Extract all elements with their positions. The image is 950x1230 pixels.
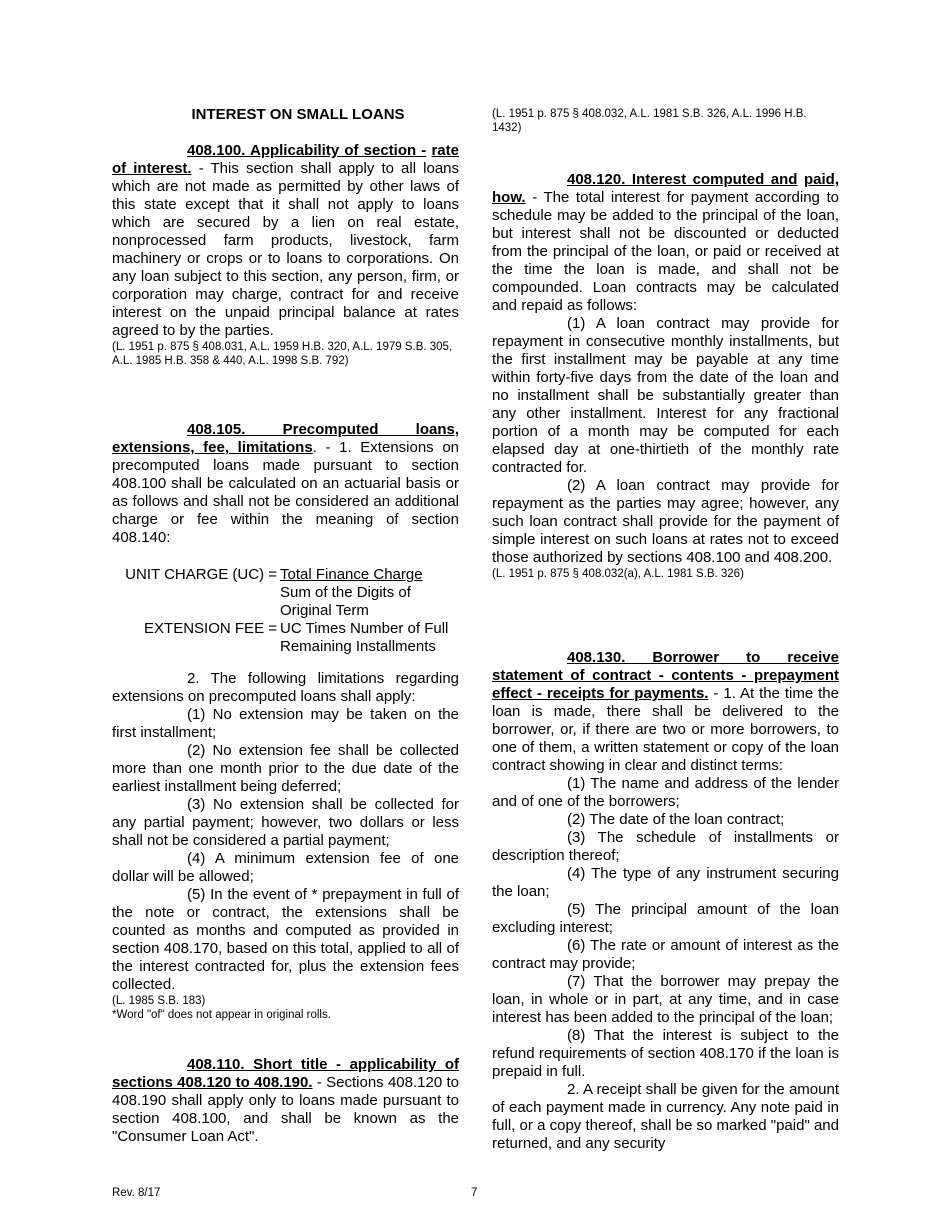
section-body: - 1. At the time the loan is made, there shall be delivered to the borrower, or, if there are two or more borrowers, to one of them, a written statement or copy of the loan contract showing in clear and distinct terms: [492,685,839,774]
section-heading: rate of interest. [112,142,459,177]
list-item: (5) The principal amount of the loan excluding interest; [492,901,839,936]
citation: (L. 1951 p. 875 § 408.032, A.L. 1981 S.B. 326, A.L. 1996 H.B. 1432) [492,108,807,134]
list-item: (8) That the interest is subject to the refund requirements of section 408.170 if the loan is prepaid in full. [492,1027,839,1080]
section-body: - The total interest for payment according to schedule may be added to the principal of the loan, but interest shall not be discounted or deducted from the principal of the loan, or paid or received at the time the loan is made, and shall not be compounded. Loan contracts may be calculated and repaid as follows: [492,189,839,314]
extension-fee-value: UC Times Number of Full [280,620,449,637]
list-item: (1) No extension may be taken on the first installment; [112,706,459,741]
revision-label: Rev. 8/17 [112,1187,161,1199]
list-item: (6) The rate or amount of interest as the contract may provide; [492,937,839,972]
section-heading: extensions, fee, limitations [112,439,313,456]
section-body: . - 1. Extensions on precomputed loans made pursuant to section 408.100 shall be calculated on an actuarial basis or as follows and shall not be considered an additional charge or fee within the meaning of section 408.140: [112,439,460,546]
list-item: (2) A loan contract may provide for repayment as the parties may agree; however, any such loan contract shall provide for the payment of simple interest on such loans at rates not to exceed those authorized by sections 408.100 and 408.200. [492,477,839,566]
unit-charge-denominator: Original Term [280,602,369,619]
list-item: (1) The name and address of the lender and of one of the borrowers; [492,775,839,810]
section-heading: statement of contract - contents - prepayment [492,667,839,684]
citation: (L. 1951 p. 875 § 408.032(a), A.L. 1981 S.B. 326) [492,568,744,580]
paragraph: 2. A receipt shall be given for the amount of each payment made in currency. Any note paid in full, or a copy thereof, shall be so marked "paid" and returned, and any security [492,1081,839,1152]
extension-fee-label: EXTENSION FEE = [144,620,277,637]
footnote: *Word "of" does not appear in original rolls. [112,1009,331,1021]
section-heading: sections 408.120 to 408.190. [112,1074,313,1091]
extension-formula [112,566,459,656]
section-408-130 [492,649,839,1153]
section-heading: 408.110. Short title - applicability of [187,1056,459,1073]
list-item: (5) In the event of * prepayment in full of the note or contract, the extensions shall be counted as months and computed as provided in section 408.170, based on this total, applied to all of the interest contracted for, plus the extension fees collected. [112,886,459,993]
citation: (L. 1951 p. 875 § 408.031, A.L. 1959 H.B. 320, A.L. 1979 S.B. 305, A.L. 1985 H.B. 358 & 440, A.L. 1998 S.B. 792) [112,341,453,367]
extension-fee-value: Remaining Installments [280,638,436,655]
page-number: 7 [471,1187,478,1199]
list-item: (4) A minimum extension fee of one dollar will be allowed; [112,850,459,885]
list-item: (4) The type of any instrument securing the loan; [492,865,839,900]
section-408-100 [112,142,459,368]
section-body: - This section shall apply to all loans which are not made as permitted by other laws of this state except that it shall not apply to loans which are secured by a lien on real estate, nonprocessed farm products, livestock, farm machinery or crops or to loans to corporations. On any loan subject to this section, any person, firm, or corporation may charge, contract for and receive interest on the unpaid principal balance at rates agreed to by the parties. [112,160,459,339]
list-item: (7) That the borrower may prepay the loan, in whole or in part, at any time, and in case interest has been added to the principal of the loan; [492,973,839,1026]
list-item: (1) A loan contract may provide for repayment in consecutive monthly installments, but the first installment may be payable at any time within forty-five days from the date of the loan and no installment shall be substantially greater than any other installment. Interest for any fractional portion of a month may be computed for each elapsed day at one-thirtieth of the monthly rate contracted for. [492,315,839,476]
section-heading: paid, how. [492,171,839,206]
section-heading: 408.100. Applicability of section - [187,142,427,159]
section-heading: 408.120. Interest computed and [567,171,798,188]
section-408-105 [112,421,460,1021]
page-title: INTEREST ON SMALL LOANS [191,106,405,123]
list-item: (3) The schedule of installments or description thereof; [492,829,839,864]
paragraph: 2. The following limitations regarding extensions on precomputed loans shall apply: [112,670,459,705]
section-heading: 408.130. Borrower to receive [567,649,839,666]
section-heading: effect - receipts for payments. [492,685,709,702]
list-item: (2) No extension fee shall be collected more than one month prior to the due date of the earliest installment being deferred; [112,742,459,795]
section-408-110 [112,1056,459,1146]
section-heading: 408.105. Precomputed loans, [187,421,459,438]
section-body: - Sections 408.120 to 408.190 shall apply only to loans made pursuant to section 408.100, and shall be known as the "Consumer Loan Act". [112,1074,459,1145]
list-item: (2) The date of the loan contract; [567,811,785,828]
section-408-120 [492,171,839,581]
list-item: (3) No extension shall be collected for any partial payment; however, two dollars or less shall not be considered a partial payment; [112,796,459,849]
unit-charge-label: UNIT CHARGE (UC) = [125,566,277,583]
unit-charge-numerator: Total Finance Charge [280,566,423,583]
citation: (L. 1985 S.B. 183) [112,995,206,1007]
unit-charge-denominator: Sum of the Digits of [280,584,411,601]
